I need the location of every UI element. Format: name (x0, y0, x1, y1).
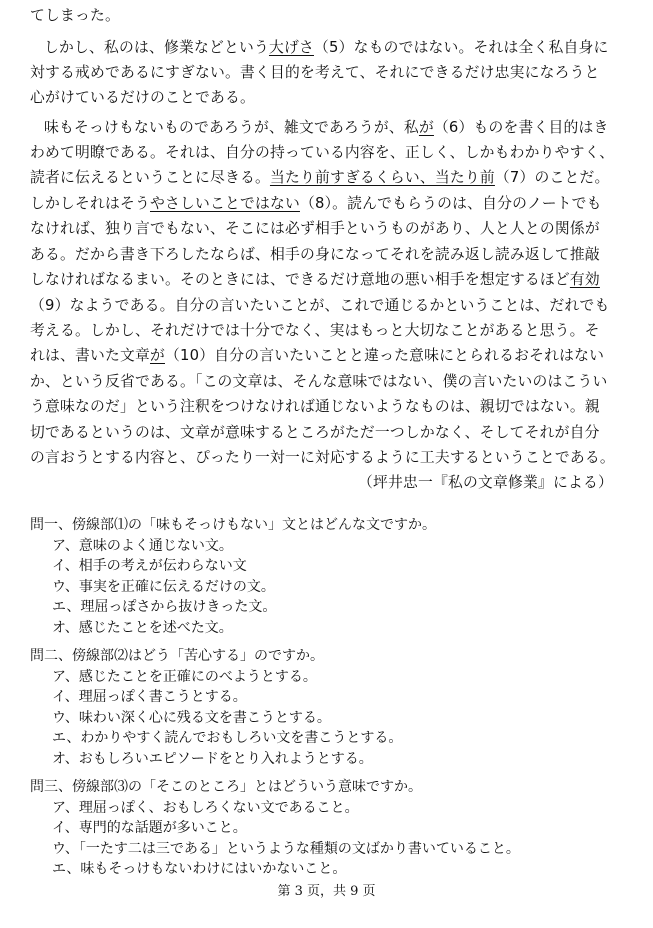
underlined-phrase: が (418, 119, 434, 136)
question-2-option-u: ウ、味わい深く心に残る文を書こうとする。 (52, 710, 331, 726)
question-1-option-o: オ、感じたことを述べた文。 (52, 620, 233, 636)
passage-line: しなければなるまい。そのときには、できるだけ意地の悪い相手を想定するほど有効 (30, 271, 600, 288)
passage-line: 心がけているだけのことである。 (30, 89, 255, 106)
underlined-phrase: が (149, 347, 165, 364)
passage-line: ある。だから書き下ろしたならば、相手の身になってそれを読み返し読み返して推敲 (30, 246, 600, 263)
question-3-option-a: ア、理屈っぽく、おもしろくない文であること。 (52, 800, 359, 816)
question-2-option-o: オ、おもしろいエピソードをとり入れようとする。 (52, 751, 373, 767)
question-1-option-i: イ、相手の考えが伝わらない文 (52, 558, 247, 574)
passage-line: 考える。しかし、それだけでは十分でなく、実はもっと大切なことがあると思う。そ (30, 322, 600, 339)
passage-line: てしまった。 (30, 7, 120, 24)
question-3-option-i: イ、専門的な話題が多いこと。 (52, 820, 247, 836)
passage-line: の言おうとする内容と、ぴったり一対一に対応するように工夫するということである。 (30, 449, 615, 466)
question-1-option-e: エ、理屈っぽさから抜けきった文。 (52, 599, 277, 615)
passage-line: なければ、独り言でもない、そこには必ず相手というものがあり、人と人との関係が (30, 220, 600, 237)
passage-line: か、という反省である。「この文章は、そんな意味ではない、僕の言いたいのはこうい (30, 373, 608, 390)
question-3-option-u: ウ、「一たす二は三である」というような種類の文ばかり書いていること。 (52, 841, 520, 857)
passage-line: 対する戒めであるにすぎない。書く目的を考えて、それにできるだけ忠実になろうと (30, 64, 600, 81)
passage-line: 読者に伝えるということに尽きる。当たり前すぎるくらい、当たり前（7）のことだ。 (30, 169, 610, 186)
underlined-phrase: 当たり前すぎるくらい、当たり前 (269, 169, 495, 186)
question-1-option-a: ア、意味のよく通じない文。 (52, 538, 233, 554)
question-1-stem: 問一、傍線部⑴の「味もそっけもない」文とはどんな文ですか。 (30, 517, 436, 533)
passage-line: う意味なのだ」という注釈をつけなければ通じないようなものは、親切ではない。親 (30, 398, 600, 415)
passage-line: 切であるというのは、文章が意味するところがただ一つしかなく、そしてそれが自分 (30, 424, 600, 441)
passage-line: 味もそっけもないものであろうが、雑文であろうが、私が（6）ものを書く目的はき (44, 119, 609, 136)
question-3-stem: 問三、傍線部⑶の「そこのところ」とはどういう意味ですか。 (30, 779, 422, 795)
passage-line: （9）なようである。自分の言いたいことが、これで通じるかということは、だれでも (30, 297, 610, 314)
question-2-stem: 問二、傍線部⑵はどう「苦心する」のですか。 (30, 648, 324, 664)
passage-line: しかし、私のは、修業などという大げさ（5）なものではない。それは全く私自身に (44, 39, 609, 56)
passage-line: れは、書いた文章が（10）自分の言いたいことと違った意味にとられるおそれはない (30, 347, 605, 364)
passage-line: しかしそれはそうやさしいことではない（8）。読んでもらうのは、自分のノートでも (30, 195, 602, 212)
question-3-option-e: エ、味もそっけもないわけにはいかないこと。 (52, 861, 347, 877)
underlined-phrase: やさしいことではない (149, 195, 300, 212)
underlined-phrase: 有効 (569, 271, 600, 288)
passage-line: わめて明瞭である。それは、自分の持っている内容を、正しく、しかもわかりやすく、 (30, 144, 615, 161)
source-citation: （坪井忠一『私の文章修業』による） (358, 474, 613, 491)
question-2-option-i: イ、理屈っぽく書こうとする。 (52, 689, 247, 705)
underlined-phrase: 大げさ (268, 39, 314, 56)
page-footer: 第 3 页，共 9 页 (277, 884, 376, 899)
question-2-option-a: ア、感じたことを正確にのべようとする。 (52, 669, 317, 685)
question-2-option-e: エ、わかりやすく読んでおもしろい文を書こうとする。 (52, 730, 403, 746)
question-1-option-u: ウ、事実を正確に伝えるだけの文。 (52, 579, 275, 595)
